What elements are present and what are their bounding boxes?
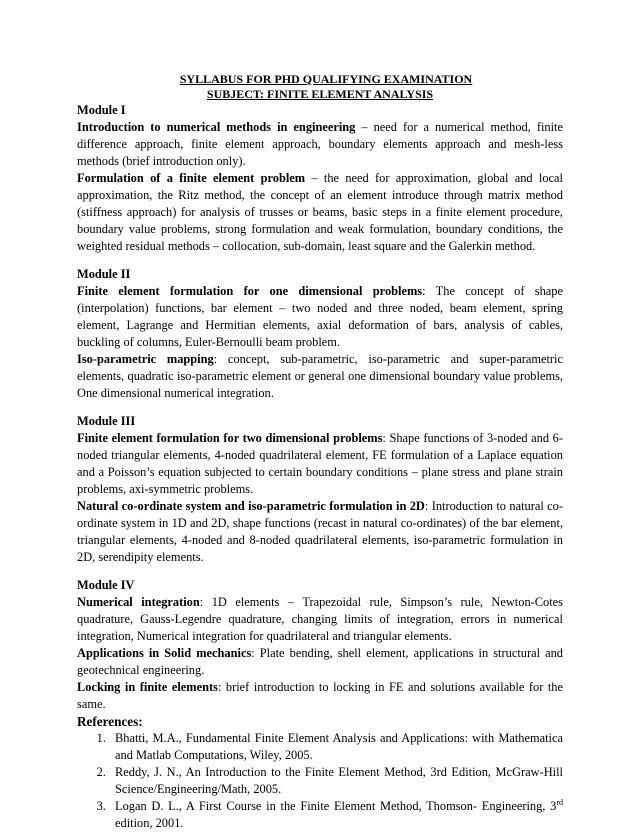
module-heading: Module IV: [77, 578, 135, 592]
reference-text: Reddy, J. N., An Introduction to the Finite Element Method, 3rd Edition, McGraw-Hill Science/Engineering/Math, 2005.: [115, 765, 563, 796]
reference-text-after: edition, 2001.: [115, 816, 184, 830]
module-section: [77, 430, 563, 498]
module-2: [77, 266, 563, 402]
reference-text: Bhatti, M.A., Fundamental Finite Element Analysis and Applications: with Mathematica and Matlab Computations, Wiley, 2005.: [115, 731, 563, 762]
section-text: : brief introduction to locking in FE and solutions available for the same.: [77, 680, 563, 711]
section-text: : 1D elements – Trapezoidal rule, Simpson’s rule, Newton-Cotes quadrature, Gauss-Legendre quadrature, changing limits of integration, errors in numerical integration, Numerical integration for quadrilateral and triangular elements.: [77, 595, 563, 643]
section-text: – the need for approximation, global and local approximation, the Ritz method, the concept of an element introduce through matrix method (stiffness approach) for analysis of trusses or beams, basic steps in a finite element procedure, boundary value problems, strong formulation and weak formulation, boundary conditions, the weighted residual methods – collocation, sub-domain, least square and the Galerkin method.: [77, 171, 563, 253]
module-section: [77, 170, 563, 255]
module-section: [77, 679, 563, 713]
module-heading: Module III: [77, 414, 136, 428]
references-section: [77, 713, 563, 832]
section-title: Applications in Solid mechanics: [77, 646, 252, 660]
reference-superscript: rd: [556, 797, 563, 807]
reference-item: [109, 730, 563, 764]
section-title: Iso-parametric mapping: [77, 352, 214, 366]
section-title: Locking in finite elements: [77, 680, 218, 694]
module-heading: Module I: [77, 103, 126, 117]
section-text: – need for a numerical method, finite difference approach, finite element approach, boundary elements approach and mesh-less methods (brief introduction only).: [77, 120, 563, 168]
reference-item: [109, 798, 563, 832]
section-text: : Plate bending, shell element, applications in structural and geotechnical engineering.: [77, 646, 563, 677]
section-title: Finite element formulation for one dimensional problems: [77, 284, 423, 298]
module-section: [77, 351, 563, 402]
section-title: Numerical integration: [77, 595, 200, 609]
section-title: Introduction to numerical methods in engineering: [77, 120, 356, 134]
document-subject: SUBJECT: FINITE ELEMENT ANALYSIS: [206, 87, 434, 101]
module-section: [77, 594, 563, 645]
module-section: [77, 119, 563, 170]
syllabus-document: [77, 72, 563, 832]
reference-text: Logan D. L., A First Course in the Finite Element Method, Thomson- Engineering, 3: [115, 799, 557, 813]
module-3: [77, 413, 563, 566]
section-text: : Introduction to natural co-ordinate system in 1D and 2D, shape functions (recast in natural co-ordinates) of the bar element, triangular elements, 4-noded and 8-noded quadrilateral elements, iso-parametric formulation in 2D, serendipity elements.: [77, 499, 563, 564]
section-text: : Shape functions of 3-noded and 6-noded triangular elements, 4-noded quadrilateral element, FE formulation of a Laplace equation and a Poisson’s equation subjected to certain boundary conditions – plane stress and plane strain problems, axi-symmetric problems.: [77, 431, 563, 496]
module-heading: Module II: [77, 267, 131, 281]
reference-item: [109, 764, 563, 798]
section-title: Natural co-ordinate system and iso-parametric formulation in 2D: [77, 499, 425, 513]
module-1: [77, 102, 563, 255]
module-section: [77, 283, 563, 351]
module-4: [77, 577, 563, 713]
references-heading: References:: [77, 714, 143, 729]
section-title: Finite element formulation for two dimensional problems: [77, 431, 383, 445]
section-text: : The concept of shape (interpolation) functions, bar element – two noded and three noded, beam element, spring element, Lagrange and Hermitian elements, axial deformation of bars, analysis of cables, buckling of columns, Euler-Bernoulli beam problem.: [77, 284, 563, 349]
document-title: SYLLABUS FOR PHD QUALIFYING EXAMINATION: [179, 72, 473, 86]
module-section: [77, 498, 563, 566]
module-section: [77, 645, 563, 679]
references-list: [77, 730, 563, 832]
section-text: : concept, sub-parametric, iso-parametric and super-parametric elements, quadratic iso-parametric element or general one dimensional boundary value problems, One dimensional numerical integration.: [77, 352, 563, 400]
section-title: Formulation of a finite element problem: [77, 171, 306, 185]
